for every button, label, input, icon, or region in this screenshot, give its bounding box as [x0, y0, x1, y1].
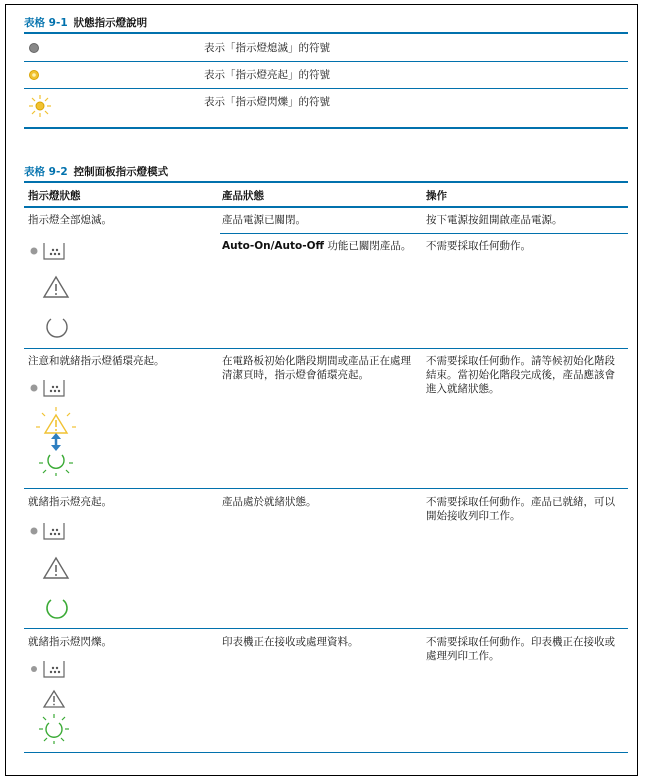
column-header-status: 指示燈狀態 [28, 190, 81, 202]
table1-desc: 表示「指示燈熄滅」的符號 [204, 42, 330, 54]
row1-product: 產品電源已關閉。 [222, 214, 306, 226]
table2-bottom-rule [24, 752, 628, 753]
table2-top-rule [24, 181, 628, 183]
table1-caption [24, 15, 147, 30]
table2-caption-number: 表格 9-2 [24, 166, 68, 178]
ready-off-icon [44, 313, 70, 339]
row1b-action: 不需要採取任何動作。 [426, 240, 531, 252]
attention-off-icon [42, 556, 70, 580]
light-blinking-icon [28, 94, 52, 118]
table2-header-rule [24, 206, 628, 208]
table1-row [24, 63, 628, 87]
light-off-icon [28, 42, 40, 54]
indicator-group [28, 659, 78, 679]
auto-on-off-label: Auto-On/Auto-Off [222, 240, 325, 252]
table1-caption-number: 表格 9-1 [24, 17, 68, 29]
page-frame [5, 4, 638, 776]
table1-row [24, 90, 628, 114]
paper-tray-icon [44, 243, 64, 259]
paper-tray-icon [44, 661, 64, 677]
table1-bottom-rule [24, 127, 628, 129]
paper-tray-icon [44, 380, 64, 396]
table1-divider [24, 61, 628, 62]
indicator-group [28, 521, 78, 541]
table2-caption [24, 164, 168, 179]
row1-status: 指示燈全部熄滅。 [28, 214, 112, 226]
row1b-product [222, 239, 411, 253]
column-header-product: 產品狀態 [222, 190, 264, 202]
cycling-attention-ready-icon [34, 405, 78, 477]
indicator-group [28, 241, 78, 261]
column-header-action: 操作 [426, 190, 447, 202]
row4-action: 不需要採取任何動作。印表機正在接收或處理列印工作。 [426, 636, 615, 662]
ready-blinking-icon [38, 713, 70, 745]
row1-inner-divider [220, 233, 628, 234]
row4-status: 就緒指示燈閃爍。 [28, 636, 112, 648]
table1-desc: 表示「指示燈亮起」的符號 [204, 69, 330, 81]
table1-top-rule [24, 32, 628, 34]
light-on-icon [28, 69, 40, 81]
row-divider [24, 628, 628, 629]
row1-action: 按下電源按鈕開啟產品電源。 [426, 214, 563, 226]
table1-desc: 表示「指示燈閃爍」的符號 [204, 96, 330, 108]
table1-row [24, 36, 628, 60]
table2-caption-title: 控制面板指示燈模式 [73, 166, 169, 178]
row2-status: 注意和就緒指示燈循環亮起。 [28, 355, 165, 367]
row3-action: 不需要採取任何動作。產品已就緒，可以開始接收列印工作。 [426, 496, 615, 522]
row3-product: 產品處於就緒狀態。 [222, 496, 317, 508]
row3-status: 就緒指示燈亮起。 [28, 496, 112, 508]
row-divider [24, 348, 628, 349]
row4-product: 印表機正在接收或處理資料。 [222, 636, 359, 648]
paper-tray-icon [44, 523, 64, 539]
attention-off-icon [42, 275, 70, 299]
table1-caption-title: 狀態指示燈說明 [73, 17, 148, 29]
row2-action: 不需要採取任何動作。請等候初始化階段結束。當初始化階段完成後，產品應該會進入就緒狀態。 [426, 355, 615, 395]
table1-divider [24, 88, 628, 89]
ready-on-icon [44, 594, 70, 620]
row2-product: 在電路板初始化階段期間或產品正在處理清潔頁時，指示燈會循環亮起。 [222, 355, 411, 381]
row1b-product-text: 功能已關閉產品。 [324, 240, 412, 252]
indicator-group [28, 378, 78, 398]
attention-off-icon [42, 689, 66, 709]
row-divider [24, 488, 628, 489]
